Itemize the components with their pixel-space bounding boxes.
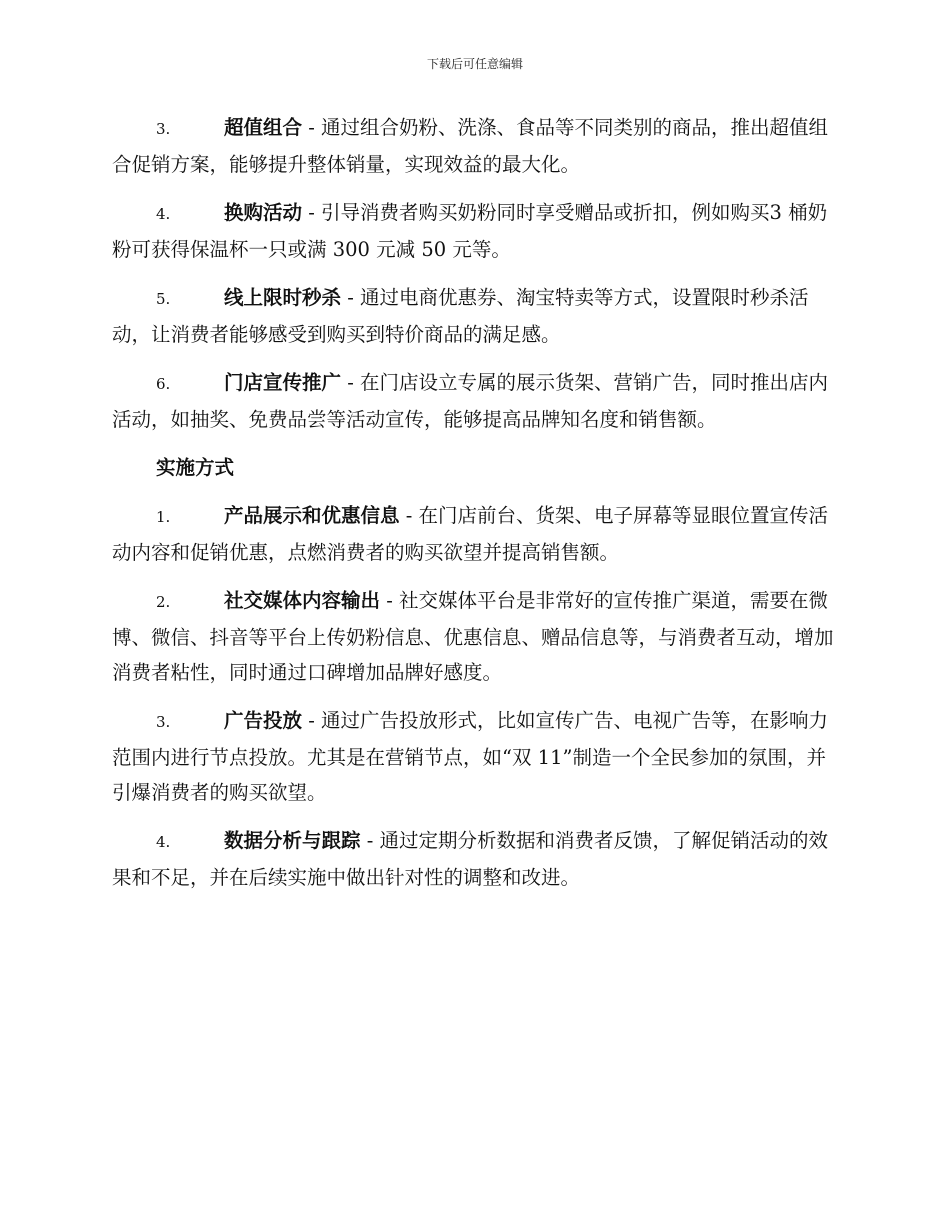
item-title: 线上限时秒杀 xyxy=(224,286,342,309)
list-item xyxy=(112,498,834,570)
item-text: - 社交媒体平台是非常好的宣传推广渠道，需要在微博、微信、抖音等平台上传奶粉信息、优惠信息、赠品信息等，与消费者互动，增加消费者粘性，同时通过口碑增加品牌好感度。 xyxy=(112,589,834,684)
list-item xyxy=(112,110,834,182)
item-number: 3. xyxy=(156,713,171,731)
document-body xyxy=(112,110,834,908)
list-item xyxy=(112,195,834,267)
item-number: 1. xyxy=(156,508,171,526)
item-title: 换购活动 xyxy=(224,201,303,224)
list-item xyxy=(112,583,834,690)
item-title: 门店宣传推广 xyxy=(224,371,342,394)
item-number: 4. xyxy=(156,833,171,851)
item-title: 广告投放 xyxy=(224,709,303,732)
item-text: - 通过组合奶粉、洗涤、食品等不同类别的商品，推出超值组合促销方案，能够提升整体销量，实现效益的最大化。 xyxy=(112,116,829,176)
list-item xyxy=(112,703,834,810)
item-title: 产品展示和优惠信息 xyxy=(224,504,400,527)
item-text: - 通过电商优惠券、淘宝特卖等方式，设置限时秒杀活动，让消费者能够感受到购买到特价商品的满足感。 xyxy=(112,286,809,346)
item-text: - 在门店前台、货架、电子屏幕等显眼位置宣传活动内容和促销优惠，点燃消费者的购买欲望并提高销售额。 xyxy=(112,504,829,564)
item-text: - 引导消费者购买奶粉同时享受赠品或折扣，例如购买3 桶奶粉可获得保温杯一只或满 300 元减 50 元等。 xyxy=(112,201,828,261)
item-number: 4. xyxy=(156,205,171,223)
list-item xyxy=(112,823,834,895)
item-number: 5. xyxy=(156,290,171,308)
item-number: 6. xyxy=(156,375,171,393)
list-item xyxy=(112,365,834,437)
item-number: 2. xyxy=(156,593,171,611)
item-number: 3. xyxy=(156,120,171,138)
section-heading: 实施方式 xyxy=(156,456,235,479)
item-text: - 通过定期分析数据和消费者反馈，了解促销活动的效果和不足，并在后续实施中做出针对性的调整和改进。 xyxy=(112,829,829,889)
page-header: 下载后可任意编辑 xyxy=(426,57,523,71)
item-text: - 通过广告投放形式，比如宣传广告、电视广告等，在影响力范围内进行节点投放。尤其是在营销节点，如“双 11”制造一个全民参加的氛围，并引爆消费者的购买欲望。 xyxy=(112,709,829,804)
list-item xyxy=(112,280,834,352)
item-title: 社交媒体内容输出 xyxy=(224,589,381,612)
item-title: 数据分析与跟踪 xyxy=(224,829,361,852)
item-title: 超值组合 xyxy=(224,116,303,139)
item-text: - 在门店设立专属的展示货架、营销广告，同时推出店内活动，如抽奖、免费品尝等活动宣传，能够提高品牌知名度和销售额。 xyxy=(112,371,829,431)
